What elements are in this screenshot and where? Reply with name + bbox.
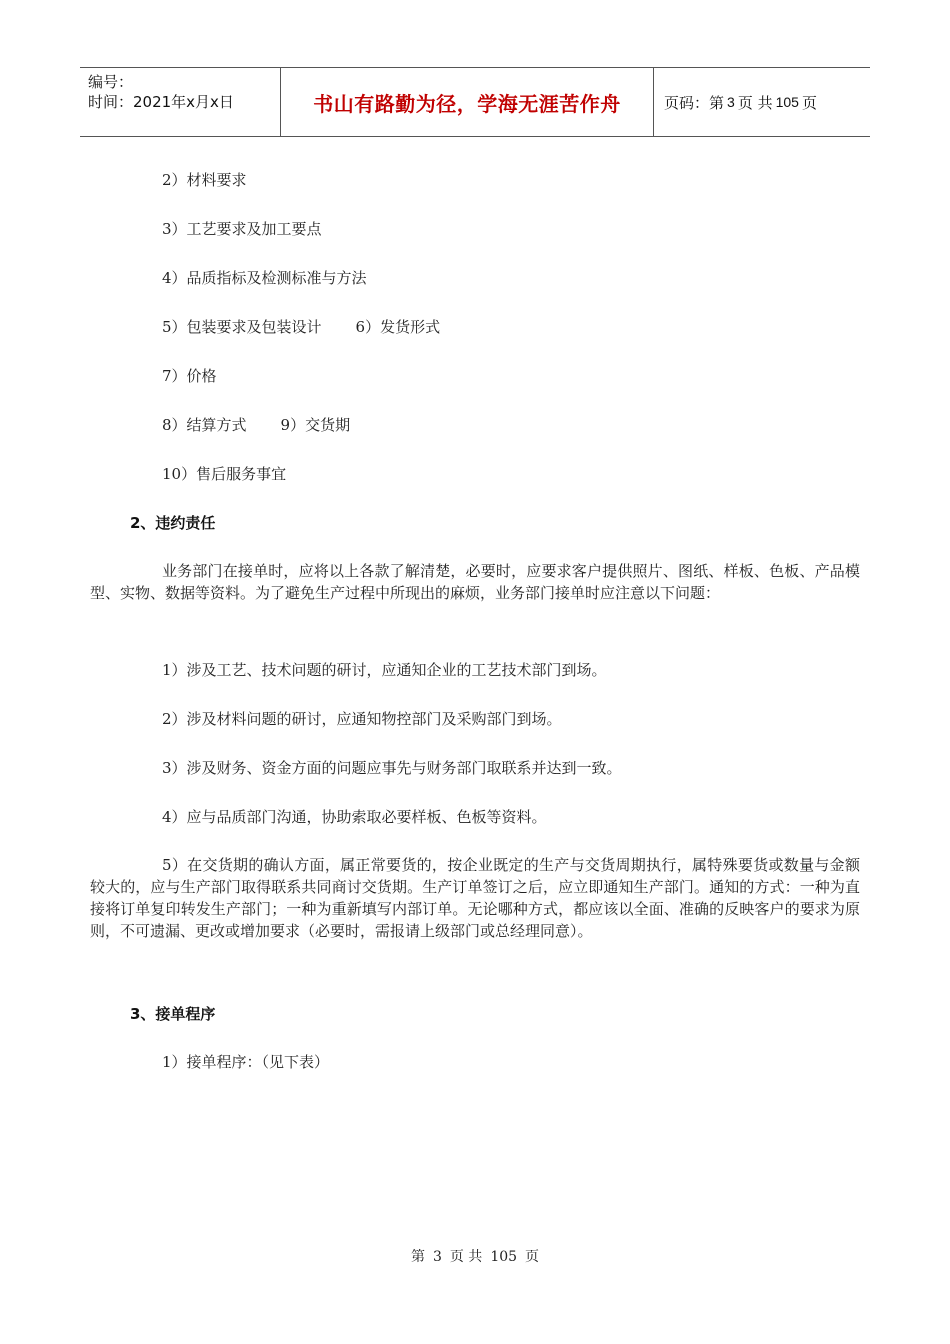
footer-mid: 页 共 bbox=[449, 1249, 483, 1265]
header-motto: 书山有路勤为径，学海无涯苦作舟 bbox=[281, 68, 654, 136]
list-item: 1）涉及工艺、技术问题的研讨，应通知企业的工艺技术部门到场。 bbox=[162, 661, 607, 679]
list-item: 2）涉及材料问题的研讨，应通知物控部门及采购部门到场。 bbox=[162, 710, 562, 728]
list-item: 10）售后服务事宜 bbox=[162, 465, 287, 483]
paragraph: 业务部门在接单时，应将以上各款了解清楚，必要时，应要求客户提供照片、图纸、样板、色板、产品模型、实物、数据等资料。为了避免生产过程中所现出的麻烦，业务部门接单时应注意以下问题： bbox=[90, 562, 860, 602]
list-item-row bbox=[162, 317, 440, 337]
list-item: 3）工艺要求及加工要点 bbox=[162, 220, 322, 238]
list-item: 5）包装要求及包装设计 bbox=[162, 318, 322, 336]
list-item: 1）接单程序：（见下表） bbox=[162, 1053, 330, 1071]
header-meta bbox=[80, 68, 281, 136]
page-suffix: 页 bbox=[801, 93, 817, 112]
section-heading: 3、接单程序 bbox=[130, 1005, 216, 1023]
page-prefix: 页码：第 bbox=[664, 93, 725, 112]
list-item: 3）涉及财务、资金方面的问题应事先与财务部门取联系并达到一致。 bbox=[162, 759, 622, 777]
list-item: 6）发货形式 bbox=[355, 318, 441, 336]
page-footer bbox=[0, 1246, 950, 1266]
list-item: 9）交货期 bbox=[280, 416, 351, 434]
page-mid: 页 共 bbox=[737, 93, 773, 112]
footer-suffix: 页 bbox=[525, 1249, 540, 1265]
header-page-info bbox=[654, 68, 870, 136]
list-item-row bbox=[162, 415, 350, 435]
time-label: 时间：2021年x月x日 bbox=[88, 93, 234, 111]
page-header bbox=[80, 67, 870, 137]
list-item: 2）材料要求 bbox=[162, 171, 247, 189]
footer-page: 3 bbox=[432, 1249, 442, 1265]
list-item: 4）应与品质部门沟通，协助索取必要样板、色板等资料。 bbox=[162, 808, 547, 826]
paragraph: 5）在交货期的确认方面，属正常要货的，按企业既定的生产与交货周期执行，属特殊要货或数量与金额较大的，应与生产部门取得联系共同商讨交货期。生产订单签订之后，应立即通知生产部门。通知的方式：一种为直接将订单复印转发生产部门；一种为重新填写内部订单。无论哪种方式，都应该以全面、准确的反映客户的要求为原则，不可遗漏、更改或增加要求（必要时，需报请上级部门或总经理同意）。 bbox=[90, 856, 860, 940]
page-number: 3 bbox=[727, 94, 735, 110]
footer-prefix: 第 bbox=[410, 1249, 425, 1265]
page-total: 105 bbox=[775, 94, 799, 110]
list-item: 8）结算方式 bbox=[162, 416, 247, 434]
code-label: 编号： bbox=[88, 73, 134, 91]
list-item: 4）品质指标及检测标准与方法 bbox=[162, 269, 367, 287]
section-heading: 2、违约责任 bbox=[130, 514, 216, 532]
footer-total: 105 bbox=[490, 1249, 518, 1265]
list-item: 7）价格 bbox=[162, 367, 217, 385]
